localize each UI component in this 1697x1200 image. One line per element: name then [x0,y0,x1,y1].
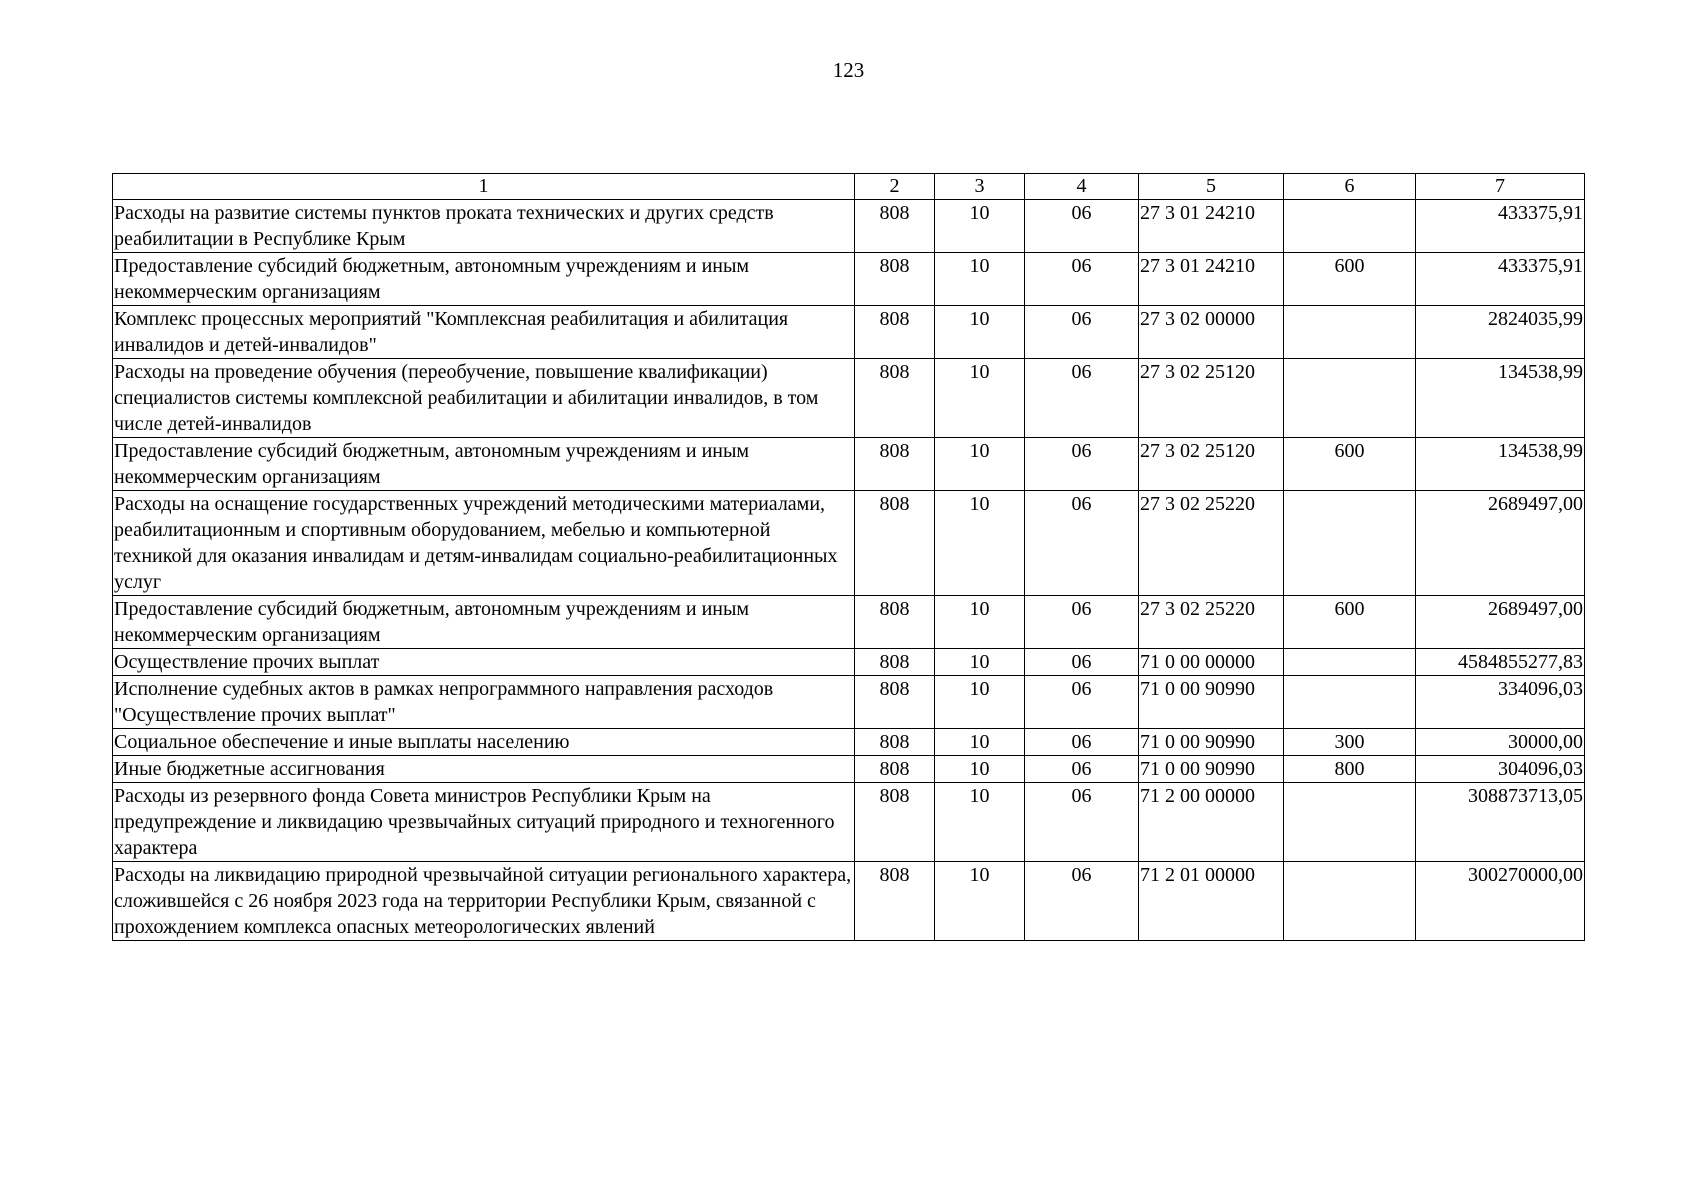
expense-name-cell: Расходы из резервного фонда Совета министров Республики Крым на предупреждение и ликвидацию чрезвычайных ситуаций природного и техногенного характера [113,783,855,862]
expense-type-cell [1284,306,1416,359]
expense-name-cell: Предоставление субсидий бюджетным, автономным учреждениям и иным некоммерческим организациям [113,596,855,649]
header-row [113,174,1585,200]
subsection-code-cell: 06 [1025,676,1139,729]
amount-cell: 300270000,00 [1416,862,1585,941]
section-code-cell: 10 [935,783,1025,862]
amount-cell: 134538,99 [1416,359,1585,438]
amount-cell: 134538,99 [1416,438,1585,491]
admin-code-cell: 808 [855,200,935,253]
expense-type-cell [1284,359,1416,438]
section-code-cell: 10 [935,359,1025,438]
amount-cell: 308873713,05 [1416,783,1585,862]
table-row [113,649,1585,676]
admin-code-cell: 808 [855,676,935,729]
section-code-cell: 10 [935,438,1025,491]
expense-type-cell: 600 [1284,253,1416,306]
header-cell: 1 [113,174,855,200]
expense-name-cell: Осуществление прочих выплат [113,649,855,676]
expense-name-cell: Комплекс процессных мероприятий "Комплексная реабилитация и абилитация инвалидов и детей-инвалидов" [113,306,855,359]
target-article-cell: 71 0 00 90990 [1139,729,1284,756]
table-row [113,862,1585,941]
header-cell: 2 [855,174,935,200]
admin-code-cell: 808 [855,862,935,941]
table-row [113,729,1585,756]
expense-name-cell: Расходы на развитие системы пунктов проката технических и других средств реабилитации в Республике Крым [113,200,855,253]
admin-code-cell: 808 [855,253,935,306]
target-article-cell: 27 3 02 25120 [1139,359,1284,438]
expense-type-cell [1284,676,1416,729]
subsection-code-cell: 06 [1025,729,1139,756]
target-article-cell: 71 0 00 00000 [1139,649,1284,676]
admin-code-cell: 808 [855,491,935,596]
header-cell: 4 [1025,174,1139,200]
subsection-code-cell: 06 [1025,649,1139,676]
header-cell: 6 [1284,174,1416,200]
subsection-code-cell: 06 [1025,438,1139,491]
target-article-cell: 71 2 00 00000 [1139,783,1284,862]
expense-type-cell: 600 [1284,438,1416,491]
subsection-code-cell: 06 [1025,756,1139,783]
amount-cell: 2824035,99 [1416,306,1585,359]
table-row [113,200,1585,253]
header-cell: 5 [1139,174,1284,200]
budget-table [112,173,1585,941]
section-code-cell: 10 [935,676,1025,729]
expense-name-cell: Иные бюджетные ассигнования [113,756,855,783]
admin-code-cell: 808 [855,756,935,783]
admin-code-cell: 808 [855,359,935,438]
table-row [113,306,1585,359]
section-code-cell: 10 [935,253,1025,306]
expense-name-cell: Расходы на проведение обучения (переобучение, повышение квалификации) специалистов системы комплексной реабилитации и абилитации инвалидов, в том числе детей-инвалидов [113,359,855,438]
expense-type-cell [1284,649,1416,676]
amount-cell: 334096,03 [1416,676,1585,729]
admin-code-cell: 808 [855,649,935,676]
subsection-code-cell: 06 [1025,253,1139,306]
admin-code-cell: 808 [855,438,935,491]
target-article-cell: 71 0 00 90990 [1139,676,1284,729]
header-cell: 3 [935,174,1025,200]
header-cell: 7 [1416,174,1585,200]
table-row [113,253,1585,306]
target-article-cell: 71 2 01 00000 [1139,862,1284,941]
section-code-cell: 10 [935,200,1025,253]
subsection-code-cell: 06 [1025,491,1139,596]
amount-cell: 2689497,00 [1416,491,1585,596]
expense-name-cell: Предоставление субсидий бюджетным, автономным учреждениям и иным некоммерческим организациям [113,253,855,306]
expense-type-cell [1284,783,1416,862]
admin-code-cell: 808 [855,306,935,359]
amount-cell: 30000,00 [1416,729,1585,756]
expense-type-cell: 600 [1284,596,1416,649]
subsection-code-cell: 06 [1025,359,1139,438]
section-code-cell: 10 [935,729,1025,756]
section-code-cell: 10 [935,596,1025,649]
target-article-cell: 27 3 01 24210 [1139,253,1284,306]
page-number: 123 [832,58,865,82]
table-row [113,359,1585,438]
table-row [113,438,1585,491]
section-code-cell: 10 [935,491,1025,596]
subsection-code-cell: 06 [1025,596,1139,649]
section-code-cell: 10 [935,862,1025,941]
target-article-cell: 27 3 02 00000 [1139,306,1284,359]
expense-type-cell [1284,200,1416,253]
table-row [113,491,1585,596]
table-row [113,783,1585,862]
table-row [113,676,1585,729]
expense-name-cell: Расходы на ликвидацию природной чрезвычайной ситуации регионального характера, сложившейся с 26 ноября 2023 года на территории Республики Крым, связанной с прохождением комплекса опасных метеорологических явлений [113,862,855,941]
subsection-code-cell: 06 [1025,862,1139,941]
section-code-cell: 10 [935,649,1025,676]
admin-code-cell: 808 [855,596,935,649]
expense-type-cell: 300 [1284,729,1416,756]
target-article-cell: 27 3 02 25120 [1139,438,1284,491]
amount-cell: 304096,03 [1416,756,1585,783]
expense-name-cell: Социальное обеспечение и иные выплаты населению [113,729,855,756]
amount-cell: 4584855277,83 [1416,649,1585,676]
amount-cell: 433375,91 [1416,253,1585,306]
section-code-cell: 10 [935,306,1025,359]
target-article-cell: 27 3 01 24210 [1139,200,1284,253]
admin-code-cell: 808 [855,783,935,862]
subsection-code-cell: 06 [1025,783,1139,862]
subsection-code-cell: 06 [1025,306,1139,359]
subsection-code-cell: 06 [1025,200,1139,253]
expense-name-cell: Исполнение судебных актов в рамках непрограммного направления расходов "Осуществление прочих выплат" [113,676,855,729]
expense-name-cell: Предоставление субсидий бюджетным, автономным учреждениям и иным некоммерческим организациям [113,438,855,491]
expense-name-cell: Расходы на оснащение государственных учреждений методическими материалами, реабилитационным и спортивным оборудованием, мебелью и компьютерной техникой для оказания инвалидам и детям-инвалидам социально-реабилитационных услуг [113,491,855,596]
table-row [113,596,1585,649]
admin-code-cell: 808 [855,729,935,756]
amount-cell: 2689497,00 [1416,596,1585,649]
expense-type-cell [1284,491,1416,596]
amount-cell: 433375,91 [1416,200,1585,253]
section-code-cell: 10 [935,756,1025,783]
table-row [113,756,1585,783]
target-article-cell: 27 3 02 25220 [1139,596,1284,649]
target-article-cell: 71 0 00 90990 [1139,756,1284,783]
target-article-cell: 27 3 02 25220 [1139,491,1284,596]
expense-type-cell: 800 [1284,756,1416,783]
expense-type-cell [1284,862,1416,941]
